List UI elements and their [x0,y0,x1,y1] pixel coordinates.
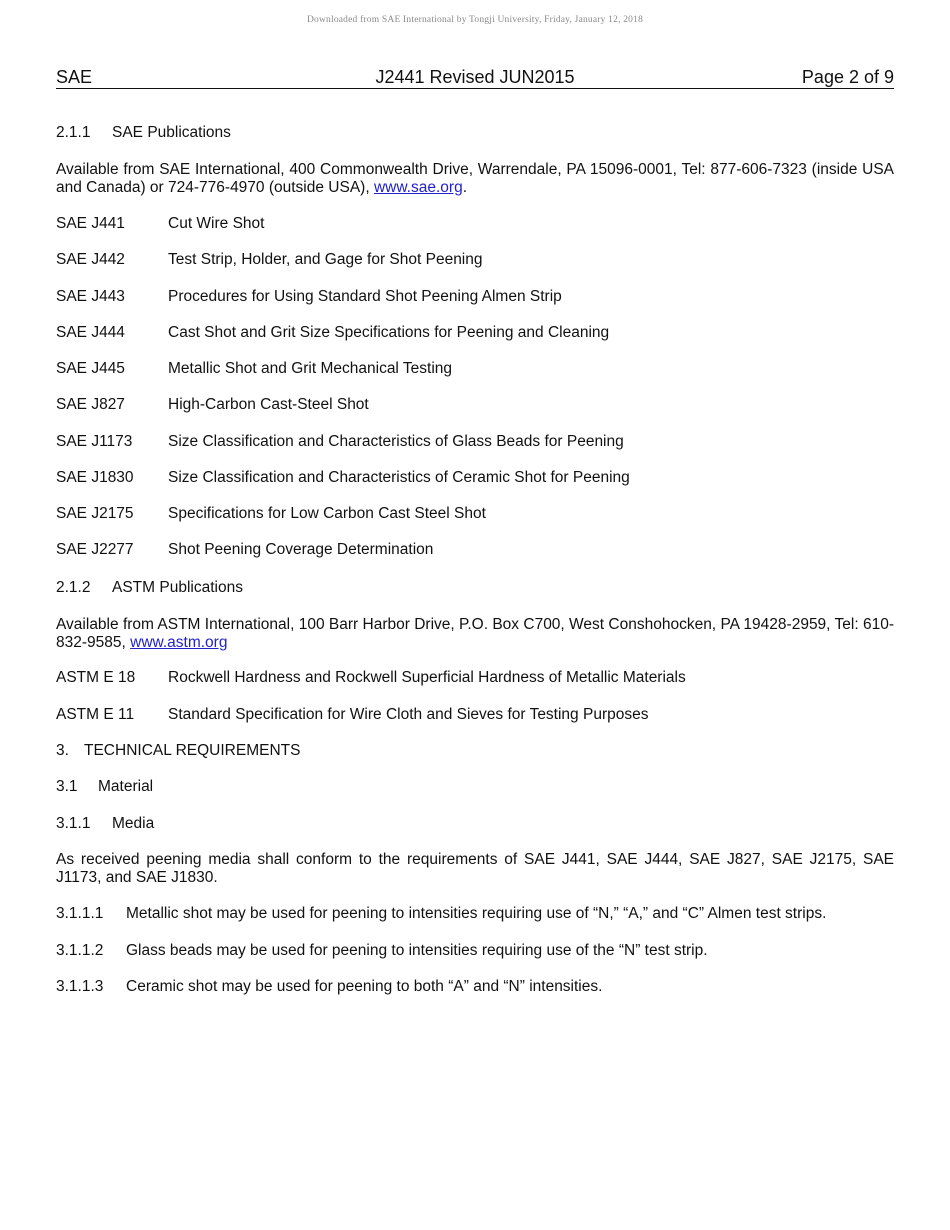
section-title: TECHNICAL REQUIREMENTS [84,742,301,759]
media-paragraph: As received peening media shall conform to the requirements of SAE J441, SAE J444, SAE J827, SAE J2175, SAE J1173, and SAE J1830. [56,851,894,886]
section-number: 3.1 [56,778,78,795]
reference-id: SAE J2277 [56,541,134,559]
section-heading-2-1-2 [56,579,243,597]
reference-title: Cast Shot and Grit Size Specifications for Peening and Cleaning [168,323,610,341]
clause-text: Glass beads may be used for peening to intensities requiring use of the “N” test strip. [126,942,708,959]
reference-title: Metallic Shot and Grit Mechanical Testing [168,360,453,377]
clause-number: 3.1.1.3 [56,978,104,995]
reference-id: SAE J1830 [56,468,134,486]
section-number: 2.1.1 [56,124,91,141]
reference-id: SAE J445 [56,360,125,377]
reference-title: High-Carbon Cast-Steel Shot [168,396,369,414]
clause-number: 3.1.1.2 [56,942,104,959]
sae-website-link[interactable]: www.sae.org [373,179,463,196]
reference-title: Standard Specification for Wire Cloth and Sieves for Testing Purposes [168,705,649,723]
page-header [56,66,894,89]
section-heading-3-1-1 [56,815,154,833]
download-watermark: Downloaded from SAE International by Tongji University, Friday, January 12, 2018 [306,15,644,25]
section-heading-2-1-1 [56,124,231,142]
reference-id: SAE J1173 [56,432,133,450]
section-title: SAE Publications [112,124,231,141]
document-id: J2441 Revised JUN2015 [375,67,575,87]
reference-title: Specifications for Low Carbon Cast Steel Shot [168,505,486,522]
clause-number: 3.1.1.1 [56,905,104,922]
section-number: 3.1.1 [56,815,91,832]
reference-title: Size Classification and Characteristics of Glass Beads for Peening [168,432,624,450]
sae-availability-text: Available from SAE International, 400 Commonwealth Drive, Warrendale, PA 15096-0001, Tel: 877-606-7323 (inside USA and Canada) or 724-776-4970 (outside USA), [56,161,894,196]
section-title: Material [98,778,154,795]
reference-id: SAE J442 [56,251,125,269]
reference-title: Procedures for Using Standard Shot Peening Almen Strip [168,287,562,305]
reference-title: Rockwell Hardness and Rockwell Superficial Hardness of Metallic Materials [168,669,686,686]
reference-id: SAE J827 [56,396,125,414]
astm-website-link[interactable]: www.astm.org [130,634,228,651]
reference-id: SAE J2175 [56,505,134,522]
section-number: 3. [56,742,69,759]
reference-id: SAE J443 [56,287,125,305]
section-heading-3-1 [56,778,153,796]
reference-id: ASTM E 18 [56,669,136,686]
reference-id: ASTM E 11 [56,705,135,723]
astm-availability-paragraph [56,616,894,652]
reference-title: Test Strip, Holder, and Gage for Shot Peening [168,251,483,269]
section-number: 2.1.2 [56,579,91,596]
publisher-label: SAE [56,67,93,87]
clause-3-1-1-3 [56,978,602,996]
reference-title: Shot Peening Coverage Determination [168,541,434,559]
reference-id: SAE J444 [56,323,125,341]
reference-id: SAE J441 [56,215,125,232]
section-title: ASTM Publications [112,579,243,596]
page-number: Page 2 of 9 [801,67,894,87]
astm-availability-text: Available from ASTM International, 100 Barr Harbor Drive, P.O. Box C700, West Conshohocken, PA 19428-2959, Tel: 610-832-9585, [56,616,894,651]
clause-3-1-1-1 [56,905,826,923]
reference-title: Cut Wire Shot [168,215,265,232]
section-title: Media [112,815,155,832]
sae-availability-paragraph [56,161,894,197]
reference-title: Size Classification and Characteristics of Ceramic Shot for Peening [168,468,630,486]
clause-text: Ceramic shot may be used for peening to both “A” and “N” intensities. [126,978,603,995]
section-heading-3 [56,742,300,760]
sae-availability-tail: . [462,179,467,196]
clause-text: Metallic shot may be used for peening to intensities requiring use of “N,” “A,” and “C” Almen test strips. [126,905,827,922]
clause-3-1-1-2 [56,942,708,960]
